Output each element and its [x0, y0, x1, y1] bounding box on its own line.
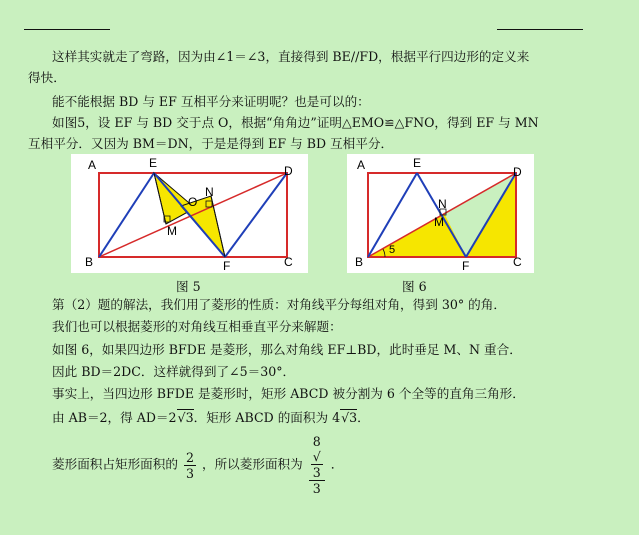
label-a: A	[357, 158, 366, 172]
figure-5-diagram	[71, 154, 308, 273]
sqrt3-second: √3	[341, 410, 358, 425]
top-rule-right	[497, 29, 583, 30]
label-angle-5: 5	[389, 244, 396, 256]
para10	[52, 434, 343, 496]
para9-c: ．	[357, 410, 370, 425]
para7: 因此 BD＝2DC．这样就得到了∠5＝30°．	[52, 364, 296, 379]
sqrt3-first: √3	[177, 410, 194, 425]
label-n: N	[205, 185, 214, 199]
fraction-2-3: $\frac{2}{3}$	[185, 449, 194, 481]
para3-line1: 如图5，设 EF 与 BD 交于点 O，根据“角角边”证明△EMO≌△FNO，得到 EF 与 MN	[52, 115, 539, 130]
caption-fig5: 图 5	[176, 279, 201, 294]
para5: 我们也可以根据菱形的对角线互相垂直平分来解题：	[52, 319, 342, 334]
label-m: M	[434, 215, 444, 229]
para10-c: ．	[330, 456, 344, 472]
para4: 第（2）题的解法，我们用了菱形的性质：对角线平分每组对角，得到 30° 的角．	[52, 297, 506, 312]
para8: 事实上，当四边形 BFDE 是菱形时，矩形 ABCD 被分割为 6 个全等的直角三角形．	[52, 386, 525, 401]
para1-line1: 这样其实就走了弯路，因为由∠1＝∠3，直接得到 BE//FD，根据平行四边形的定义来	[52, 49, 530, 64]
label-d: D	[513, 165, 522, 179]
label-b: B	[355, 255, 364, 269]
figure-6-diagram	[347, 154, 534, 273]
fraction-8sqrt3-3: 8 √ 3 3	[309, 434, 325, 496]
segment-fd	[225, 173, 287, 257]
label-o: O	[188, 195, 198, 209]
para2: 能不能根据 BD 与 EF 互相平分来证明呢？也是可以的：	[52, 94, 370, 109]
para1-line2: 得快．	[28, 70, 66, 85]
label-b: B	[85, 255, 94, 269]
label-m: M	[167, 224, 177, 238]
label-f: F	[223, 259, 231, 273]
label-d: D	[284, 164, 293, 178]
label-c: C	[284, 255, 293, 269]
para9	[52, 408, 370, 428]
top-rule-left	[24, 29, 110, 30]
para10-b: ，所以菱形面积为	[201, 456, 303, 472]
figure-5	[71, 154, 308, 273]
label-n: N	[438, 197, 447, 211]
label-e: E	[413, 156, 422, 170]
label-a: A	[88, 158, 97, 172]
label-c: C	[513, 255, 522, 269]
para9-b: ．矩形 ABCD 的面积为 4	[193, 410, 341, 425]
para9-a: 由 AB＝2，得 AD＝2	[52, 410, 177, 425]
figure-6	[347, 154, 534, 273]
label-e: E	[149, 156, 158, 170]
label-f: F	[462, 259, 470, 273]
para3-line2: 互相平分．又因为 BM＝DN，于是是得到 EF 与 BD 互相平分．	[28, 136, 394, 151]
para10-a: 菱形面积占矩形面积的	[52, 456, 178, 472]
para6: 如图 6，如果四边形 BFDE 是菱形，那么对角线 EF⊥BD，此时垂足 M、N 重合．	[52, 342, 522, 357]
caption-fig6: 图 6	[402, 279, 427, 294]
